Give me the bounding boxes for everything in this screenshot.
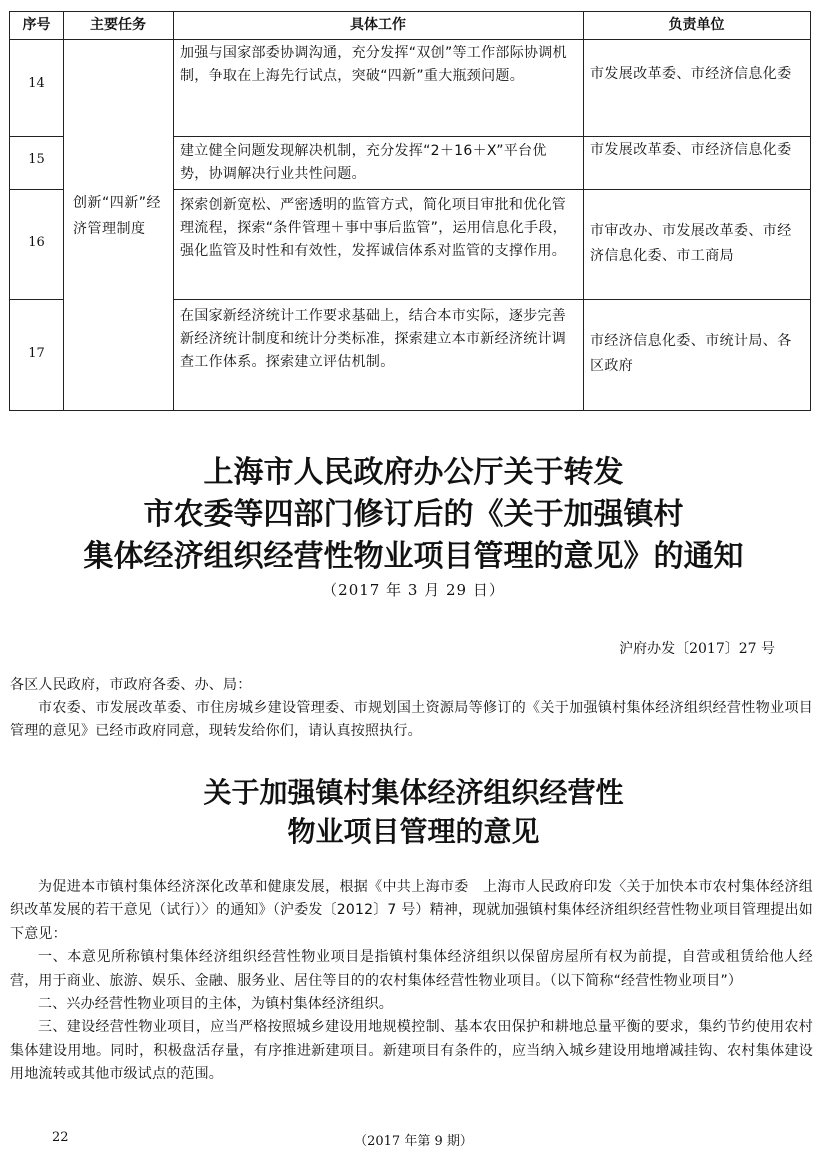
- opinion-body: [10, 876, 813, 1087]
- issue-label: （2017 年第 9 期）: [354, 1134, 473, 1149]
- page-number: 22: [52, 1130, 69, 1145]
- column-divider: [173, 12, 174, 410]
- opinion-title-line: 关于加强镇村集体经济组织经营性: [203, 776, 624, 809]
- header-work: 具体工作: [350, 17, 406, 33]
- main-task-cell: 创新“四新”经济管理制度: [73, 195, 162, 237]
- row-number: 14: [28, 76, 45, 91]
- task-table: [9, 11, 811, 411]
- row-work: 建立健全问题发现解决机制，充分发挥“2＋16＋X”平台优势，协调解决行业共性问题。: [180, 143, 547, 182]
- row-work: 在国家新经济统计工作要求基础上，结合本市实际，逐步完善新经济统计制度和统计分类标准，探索建立本市新经济统计调查工作体系。探索建立评估机制。: [180, 308, 567, 370]
- row-unit: 市审改办、市发展改革委、市经济信息化委、市工商局: [590, 223, 792, 264]
- column-divider: [583, 12, 584, 410]
- row-divider: [173, 189, 810, 190]
- notice-title-line: 上海市人民政府办公厅关于转发: [203, 455, 624, 490]
- notice-date: （2017 年 3 月 29 日）: [322, 581, 505, 599]
- document-number: 沪府办发〔2017〕27 号: [619, 641, 775, 657]
- notice-title-line: 市农委等四部门修订后的《关于加强镇村: [143, 497, 684, 532]
- row-divider: [10, 299, 63, 300]
- opinion-paragraph: 二、兴办经营性物业项目的主体，为镇村集体经济组织。: [38, 996, 393, 1013]
- notice-title: [0, 452, 827, 578]
- header-unit: 负责单位: [668, 17, 725, 33]
- opinion-paragraph: 一、本意见所称镇村集体经济组织经营性物业项目是指镇村集体经济组织以保留房屋所有权为前提，自营或租赁给他人经营，用于商业、旅游、娱乐、金融、服务业、居住等目的的农村集体经营性物业项目。（以下简称“经营性物业项目”）: [10, 949, 813, 989]
- row-divider: [173, 299, 810, 300]
- row-unit: 市发展改革委、市经济信息化委: [590, 66, 792, 82]
- row-divider: [173, 136, 810, 137]
- row-work: 探索创新宽松、严密透明的监管方式，简化项目审批和优化管理流程，探索“条件管理＋事中事后监管”，运用信息化手段，强化监管及时性和有效性，发挥诚信体系对监管的支撑作用。: [180, 197, 567, 259]
- column-divider: [63, 12, 64, 410]
- notice-title-line: 集体经济组织经营性物业项目管理的意见》的通知: [83, 539, 744, 574]
- header-task: 主要任务: [90, 17, 146, 33]
- row-unit: 市发展改革委、市经济信息化委: [590, 142, 792, 158]
- row-unit: 市经济信息化委、市统计局、各区政府: [590, 333, 792, 374]
- row-number: 16: [28, 235, 45, 250]
- header-seq: 序号: [22, 17, 51, 33]
- opinion-title: [0, 773, 827, 851]
- row-number: 17: [28, 346, 45, 361]
- row-number: 15: [28, 152, 45, 167]
- opinion-paragraph: 为促进本市镇村集体经济深化改革和健康发展，根据《中共上海市委 上海市人民政府印发〈关于加快本市农村集体经济组织改革发展的若干意见（试行）〉的通知》（沪委发〔2012〕7 号）精神，现就加强镇村集体经济组织经营性物业项目管理提出如下意见：: [10, 879, 813, 942]
- row-work: 加强与国家部委协调沟通，充分发挥“双创”等工作部际协调机制，争取在上海先行试点，突破“四新”重大瓶颈问题。: [180, 45, 567, 84]
- row-divider: [10, 189, 63, 190]
- notice-body: 市农委、市发展改革委、市住房城乡建设管理委、市规划国土资源局等修订的《关于加强镇村集体经济组织经营性物业项目管理的意见》已经市政府同意，现转发给你们，请认真按照执行。: [10, 700, 813, 739]
- salutation: 各区人民政府，市政府各委、办、局：: [10, 677, 252, 693]
- row-divider: [10, 136, 63, 137]
- opinion-paragraph: 三、建设经营性物业项目，应当严格按照城乡建设用地规模控制、基本农田保护和耕地总量平衡的要求，集约节约使用农村集体建设用地。同时，积极盘活存量，有序推进新建项目。新建项目有条件的，应当纳入城乡建设用地增减挂钩、农村集体建设用地流转或其他市级试点的范围。: [10, 1019, 813, 1083]
- table-header: [10, 12, 810, 40]
- opinion-title-line: 物业项目管理的意见: [287, 815, 540, 848]
